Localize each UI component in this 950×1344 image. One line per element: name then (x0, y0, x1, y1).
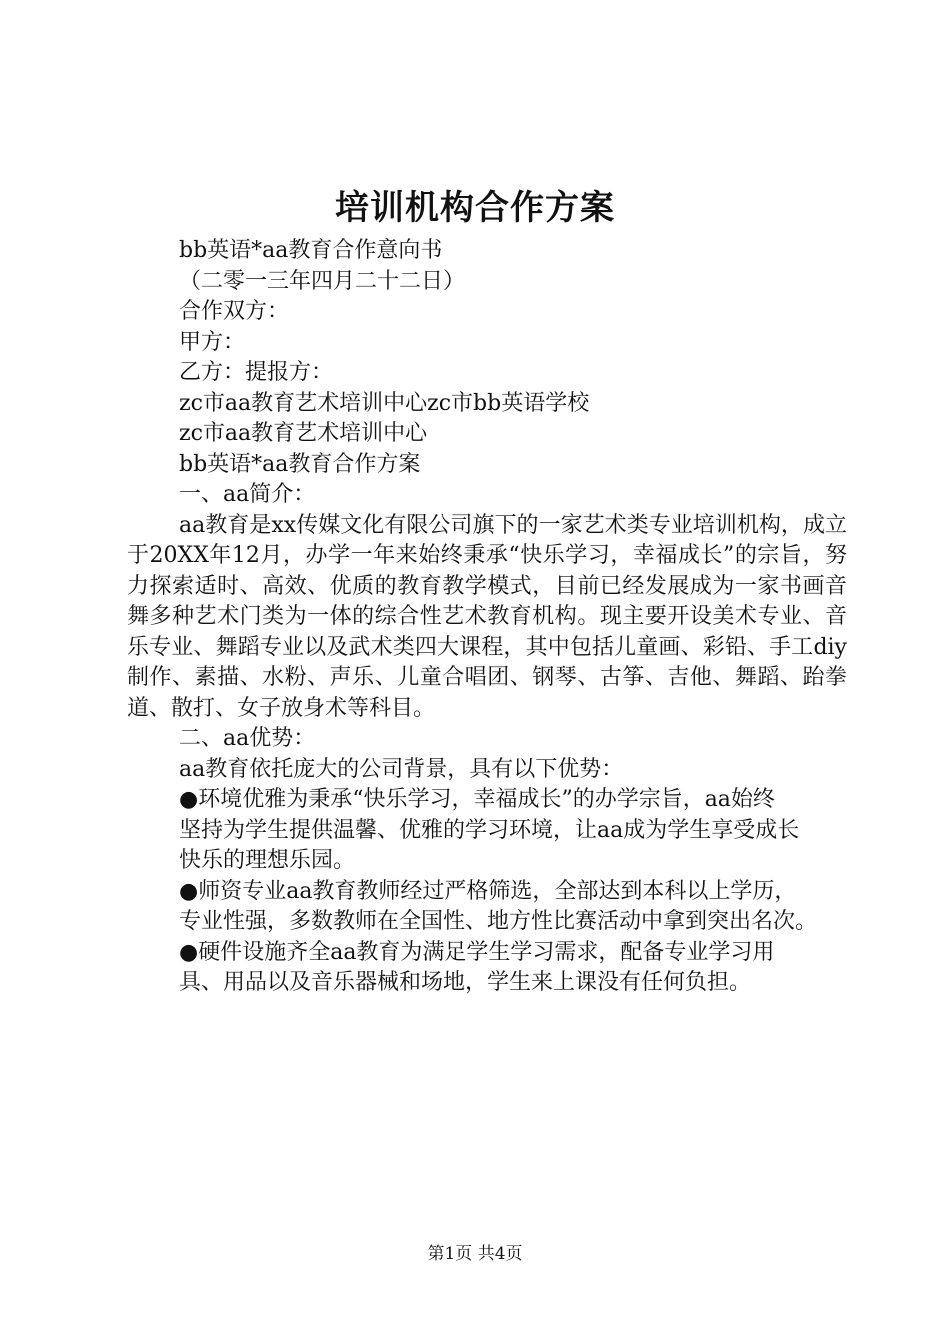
page-footer: 第1页 共4页 (427, 1244, 523, 1264)
text-line: 乙方：提报方： (179, 360, 334, 385)
advantage-item: 快乐的理想乐园。 (179, 848, 356, 873)
document-body (127, 236, 847, 999)
text-line: zc市aa教育艺术培训中心 (179, 421, 428, 446)
advantage-item: ●师资专业aa教育教师经过严格筛选，全部达到本科以上学历， (179, 878, 797, 904)
intro-paragraph: aa教育是xx传媒文化有限公司旗下的一家艺术类专业培训机构，成立于20XX年12月，办学一年来始终秉承“快乐学习，幸福成长”的宗旨，努力探索适时、高效、优质的教育教学模式，目前已经发展成为一家书画音舞多种艺术门类为一体的综合性艺术教育机构。现主要开设美术专业、音乐专业、舞蹈专业以及武术类四大课程，其中包括儿童画、彩铅、手工diy制作、素描、水粉、声乐、儿童合唱团、钢琴、古筝、吉他、舞蹈、跆拳道、散打、女子放身术等科目。 (127, 512, 847, 721)
text-line: 甲方： (179, 329, 246, 355)
text-line: aa教育依托庞大的公司背景，具有以下优势： (179, 756, 624, 782)
document-title: 培训机构合作方案 (335, 188, 615, 228)
text-line: zc市aa教育艺术培训中心zc市bb英语学校 (179, 390, 590, 416)
advantage-item: 专业性强，多数教师在全国性、地方性比赛活动中拿到突出名次。 (179, 909, 818, 934)
text-line: （二零一三年四月二十二日） (179, 268, 466, 294)
advantage-item: ●环境优雅为秉承“快乐学习，幸福成长”的办学宗旨，aa始终 (179, 787, 775, 812)
text-line: 合作双方： (179, 299, 290, 324)
advantage-item: 具、用品以及音乐器械和场地，学生来上课没有任何负担。 (179, 970, 752, 995)
advantage-item: 坚持为学生提供温馨、优雅的学习环境，让aa成为学生享受成长 (179, 817, 800, 843)
section-heading: 二、aa优势： (179, 726, 316, 751)
text-line: bb英语*aa教育合作方案 (179, 451, 421, 477)
text-line: bb英语*aa教育合作意向书 (179, 238, 443, 263)
advantage-item: ●硬件设施齐全aa教育为满足学生学习需求，配备专业学习用 (179, 939, 775, 965)
section-heading: 一、aa简介： (179, 482, 316, 507)
